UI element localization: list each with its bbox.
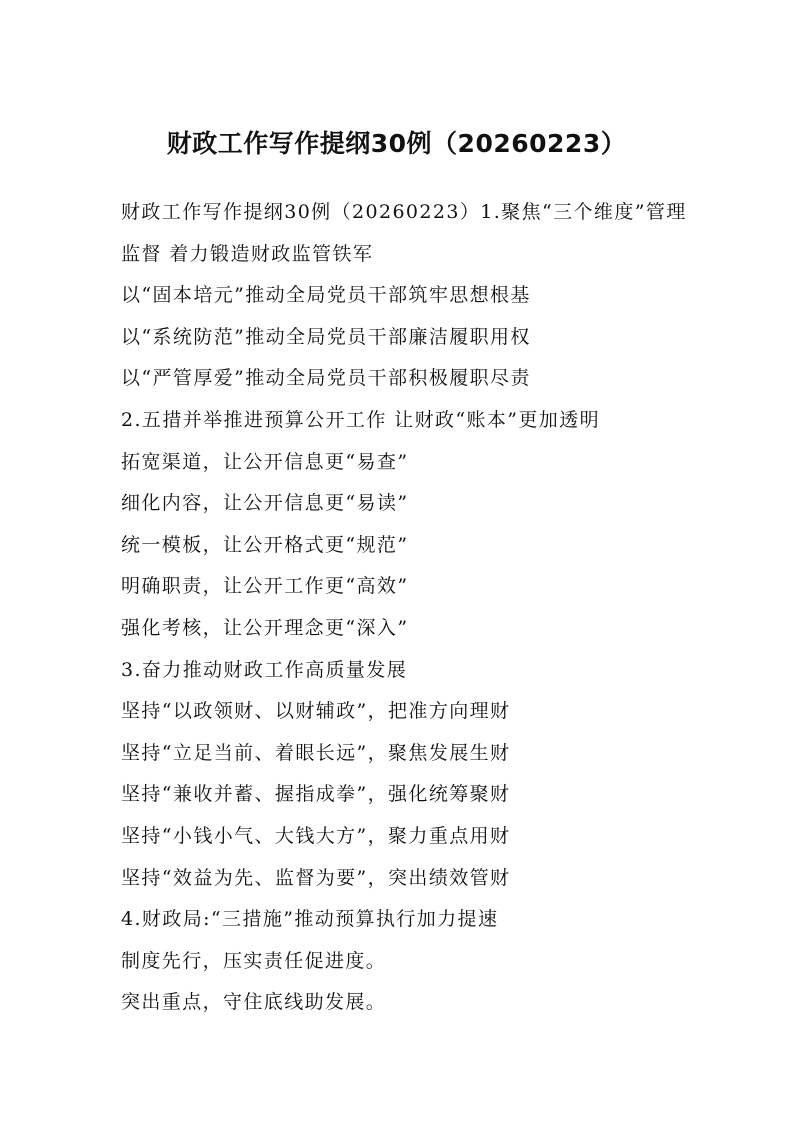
text-line: 细化内容，让公开信息更“易读” xyxy=(121,492,409,515)
text-line: 拓宽渠道，让公开信息更“易查” xyxy=(121,450,409,473)
text-line: 坚持“兼收并蓄、握指成拳”，强化统筹聚财 xyxy=(121,783,511,806)
section-heading: 4.财政局:“三措施”推动预算执行加力提速 xyxy=(121,908,499,931)
text-line: 统一模板，让公开格式更“规范” xyxy=(121,533,409,556)
text-line: 以“系统防范”推动全局党员干部廉洁履职用权 xyxy=(121,325,531,348)
text-line: 明确职责，让公开工作更“高效” xyxy=(121,575,409,598)
document-title: 财政工作写作提纲30例（20260223） xyxy=(166,129,627,158)
text-line: 制度先行，压实责任促进度。 xyxy=(121,949,387,972)
text-line: 坚持“以政领财、以财辅政”，把准方向理财 xyxy=(121,700,511,723)
text-line: 监督 着力锻造财政监管铁军 xyxy=(121,242,374,265)
text-line: 突出重点，守住底线助发展。 xyxy=(121,991,387,1014)
text-line: 以“严管厚爱”推动全局党员干部积极履职尽责 xyxy=(121,367,531,390)
text-line: 坚持“立足当前、着眼长远”，聚焦发展生财 xyxy=(121,741,511,764)
section-heading: 2.五措并举推进预算公开工作 让财政“账本”更加透明 xyxy=(121,408,600,431)
text-line: 财政工作写作提纲30例（20260223）1.聚焦“三个维度”管理 xyxy=(121,201,687,223)
text-line: 以“固本培元”推动全局党员干部筑牢思想根基 xyxy=(121,284,531,307)
section-heading: 3.奋力推动财政工作高质量发展 xyxy=(121,658,408,681)
text-line: 坚持“效益为先、监督为要”，突出绩效管财 xyxy=(121,866,511,889)
document-body xyxy=(121,195,701,1027)
text-line: 强化考核，让公开理念更“深入” xyxy=(121,616,409,639)
text-line: 坚持“小钱小气、大钱大方”，聚力重点用财 xyxy=(121,824,511,847)
